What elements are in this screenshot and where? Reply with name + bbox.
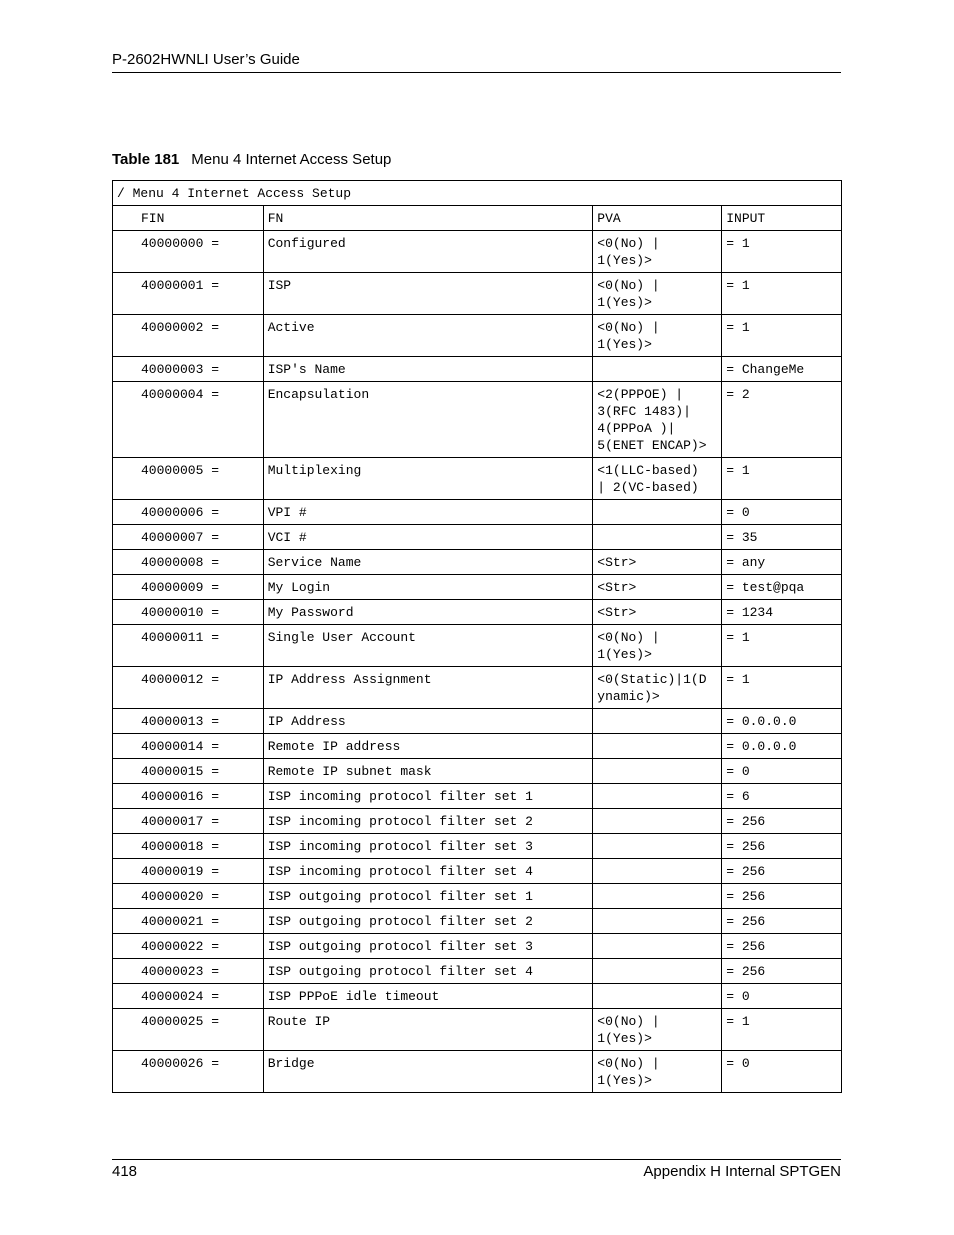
cell-fin: 40000006 = bbox=[113, 500, 264, 525]
cell-input: = 1 bbox=[722, 273, 842, 315]
cell-input: = any bbox=[722, 550, 842, 575]
cell-input: = 0 bbox=[722, 984, 842, 1009]
cell-fn: ISP bbox=[263, 273, 593, 315]
menu-setup-table bbox=[112, 180, 842, 1093]
table-row bbox=[113, 809, 842, 834]
table-row bbox=[113, 1009, 842, 1051]
cell-pva bbox=[593, 734, 722, 759]
cell-input: = 0 bbox=[722, 500, 842, 525]
cell-pva bbox=[593, 884, 722, 909]
cell-pva bbox=[593, 525, 722, 550]
cell-input: = 1 bbox=[722, 625, 842, 667]
cell-input: = 0.0.0.0 bbox=[722, 709, 842, 734]
cell-pva: <0(No) | 1(Yes)> bbox=[593, 273, 722, 315]
cell-fin: 40000015 = bbox=[113, 759, 264, 784]
cell-fin: 40000017 = bbox=[113, 809, 264, 834]
cell-input: = 256 bbox=[722, 884, 842, 909]
table-caption-label: Table 181 bbox=[112, 151, 180, 168]
cell-fn: ISP incoming protocol filter set 2 bbox=[263, 809, 593, 834]
cell-pva: <2(PPPOE) | 3(RFC 1483)| 4(PPPoA )| 5(ENET ENCAP)> bbox=[593, 382, 722, 458]
cell-fn: ISP incoming protocol filter set 3 bbox=[263, 834, 593, 859]
cell-fin: 40000023 = bbox=[113, 959, 264, 984]
cell-pva: <0(No) | 1(Yes)> bbox=[593, 625, 722, 667]
cell-fin: 40000012 = bbox=[113, 667, 264, 709]
cell-fn: IP Address bbox=[263, 709, 593, 734]
cell-pva: <1(LLC-based) | 2(VC-based) bbox=[593, 458, 722, 500]
table-row bbox=[113, 784, 842, 809]
table-row bbox=[113, 884, 842, 909]
table-row bbox=[113, 231, 842, 273]
table-row bbox=[113, 625, 842, 667]
cell-input: = 256 bbox=[722, 809, 842, 834]
table-title-row bbox=[113, 181, 842, 206]
cell-fin: 40000020 = bbox=[113, 884, 264, 909]
cell-fin: 40000002 = bbox=[113, 315, 264, 357]
cell-input: = 0 bbox=[722, 759, 842, 784]
table-row bbox=[113, 382, 842, 458]
page-header bbox=[112, 51, 841, 73]
cell-fin: 40000025 = bbox=[113, 1009, 264, 1051]
table-row bbox=[113, 273, 842, 315]
cell-pva bbox=[593, 959, 722, 984]
cell-pva: <0(No) | 1(Yes)> bbox=[593, 231, 722, 273]
table-row bbox=[113, 458, 842, 500]
cell-pva bbox=[593, 709, 722, 734]
cell-fn: ISP outgoing protocol filter set 3 bbox=[263, 934, 593, 959]
cell-input: = 2 bbox=[722, 382, 842, 458]
cell-fin: 40000009 = bbox=[113, 575, 264, 600]
cell-input: = 1 bbox=[722, 231, 842, 273]
cell-fin: 40000003 = bbox=[113, 357, 264, 382]
table-header-row bbox=[113, 206, 842, 231]
cell-fn: Active bbox=[263, 315, 593, 357]
table-row bbox=[113, 667, 842, 709]
cell-input: = 1 bbox=[722, 458, 842, 500]
cell-fin: 40000021 = bbox=[113, 909, 264, 934]
cell-fn: Single User Account bbox=[263, 625, 593, 667]
table-row bbox=[113, 600, 842, 625]
table-row bbox=[113, 550, 842, 575]
column-header-pva: PVA bbox=[593, 206, 722, 231]
cell-pva bbox=[593, 859, 722, 884]
column-header-fin: FIN bbox=[113, 206, 264, 231]
cell-pva: <0(No) | 1(Yes)> bbox=[593, 1009, 722, 1051]
column-header-input: INPUT bbox=[722, 206, 842, 231]
section-name: Appendix H Internal SPTGEN bbox=[643, 1163, 841, 1180]
cell-fin: 40000005 = bbox=[113, 458, 264, 500]
cell-input: = 256 bbox=[722, 859, 842, 884]
cell-input: = 256 bbox=[722, 959, 842, 984]
cell-fn: Route IP bbox=[263, 1009, 593, 1051]
cell-fn: Service Name bbox=[263, 550, 593, 575]
cell-fin: 40000018 = bbox=[113, 834, 264, 859]
cell-fin: 40000007 = bbox=[113, 525, 264, 550]
table-row bbox=[113, 934, 842, 959]
table-row bbox=[113, 759, 842, 784]
cell-fin: 40000011 = bbox=[113, 625, 264, 667]
cell-fn: ISP outgoing protocol filter set 4 bbox=[263, 959, 593, 984]
cell-fn: Bridge bbox=[263, 1051, 593, 1093]
cell-fn: ISP's Name bbox=[263, 357, 593, 382]
cell-input: = 1234 bbox=[722, 600, 842, 625]
table-row bbox=[113, 709, 842, 734]
cell-fn: ISP outgoing protocol filter set 2 bbox=[263, 909, 593, 934]
cell-pva: <Str> bbox=[593, 575, 722, 600]
cell-input: = 0 bbox=[722, 1051, 842, 1093]
cell-fn: My Login bbox=[263, 575, 593, 600]
cell-fin: 40000008 = bbox=[113, 550, 264, 575]
cell-fn: IP Address Assignment bbox=[263, 667, 593, 709]
cell-input: = 1 bbox=[722, 1009, 842, 1051]
table-row bbox=[113, 909, 842, 934]
table-row bbox=[113, 357, 842, 382]
cell-pva bbox=[593, 759, 722, 784]
cell-fn: Encapsulation bbox=[263, 382, 593, 458]
table-title-cell: / Menu 4 Internet Access Setup bbox=[113, 181, 842, 206]
cell-fn: ISP PPPoE idle timeout bbox=[263, 984, 593, 1009]
cell-fin: 40000001 = bbox=[113, 273, 264, 315]
table-body bbox=[113, 181, 842, 1093]
cell-fin: 40000024 = bbox=[113, 984, 264, 1009]
cell-input: = test@pqa bbox=[722, 575, 842, 600]
cell-pva: <Str> bbox=[593, 550, 722, 575]
cell-fin: 40000019 = bbox=[113, 859, 264, 884]
table-row bbox=[113, 525, 842, 550]
cell-fin: 40000026 = bbox=[113, 1051, 264, 1093]
cell-pva: <Str> bbox=[593, 600, 722, 625]
cell-input: = 256 bbox=[722, 934, 842, 959]
cell-fn: Remote IP address bbox=[263, 734, 593, 759]
cell-pva bbox=[593, 909, 722, 934]
cell-input: = 0.0.0.0 bbox=[722, 734, 842, 759]
cell-fn: Remote IP subnet mask bbox=[263, 759, 593, 784]
cell-pva: <0(No) | 1(Yes)> bbox=[593, 1051, 722, 1093]
table-caption bbox=[112, 151, 391, 169]
page-number: 418 bbox=[112, 1163, 138, 1180]
table-row bbox=[113, 315, 842, 357]
table-caption-title: Menu 4 Internet Access Setup bbox=[191, 151, 392, 168]
cell-pva bbox=[593, 357, 722, 382]
cell-pva: <0(No) | 1(Yes)> bbox=[593, 315, 722, 357]
cell-input: = 1 bbox=[722, 315, 842, 357]
table-row bbox=[113, 959, 842, 984]
cell-pva bbox=[593, 834, 722, 859]
cell-fn: Configured bbox=[263, 231, 593, 273]
cell-fn: Multiplexing bbox=[263, 458, 593, 500]
cell-input: = ChangeMe bbox=[722, 357, 842, 382]
cell-fin: 40000004 = bbox=[113, 382, 264, 458]
cell-fin: 40000016 = bbox=[113, 784, 264, 809]
table-row bbox=[113, 575, 842, 600]
cell-fn: VCI # bbox=[263, 525, 593, 550]
cell-fin: 40000010 = bbox=[113, 600, 264, 625]
table-row bbox=[113, 500, 842, 525]
cell-fin: 40000022 = bbox=[113, 934, 264, 959]
cell-fn: VPI # bbox=[263, 500, 593, 525]
page-footer bbox=[112, 1159, 841, 1181]
cell-fin: 40000000 = bbox=[113, 231, 264, 273]
cell-fn: ISP incoming protocol filter set 4 bbox=[263, 859, 593, 884]
table-row bbox=[113, 984, 842, 1009]
cell-input: = 256 bbox=[722, 834, 842, 859]
table-row bbox=[113, 859, 842, 884]
cell-pva bbox=[593, 809, 722, 834]
cell-fn: My Password bbox=[263, 600, 593, 625]
table-row bbox=[113, 734, 842, 759]
cell-input: = 1 bbox=[722, 667, 842, 709]
cell-fin: 40000013 = bbox=[113, 709, 264, 734]
table-row bbox=[113, 1051, 842, 1093]
cell-fn: ISP incoming protocol filter set 1 bbox=[263, 784, 593, 809]
cell-pva bbox=[593, 784, 722, 809]
guide-title: P-2602HWNLI User’s Guide bbox=[112, 51, 300, 68]
cell-input: = 35 bbox=[722, 525, 842, 550]
table-row bbox=[113, 834, 842, 859]
cell-pva: <0(Static)|1(D ynamic)> bbox=[593, 667, 722, 709]
cell-pva bbox=[593, 984, 722, 1009]
cell-pva bbox=[593, 500, 722, 525]
cell-input: = 256 bbox=[722, 909, 842, 934]
cell-fn: ISP outgoing protocol filter set 1 bbox=[263, 884, 593, 909]
column-header-fn: FN bbox=[263, 206, 593, 231]
cell-pva bbox=[593, 934, 722, 959]
cell-input: = 6 bbox=[722, 784, 842, 809]
cell-fin: 40000014 = bbox=[113, 734, 264, 759]
